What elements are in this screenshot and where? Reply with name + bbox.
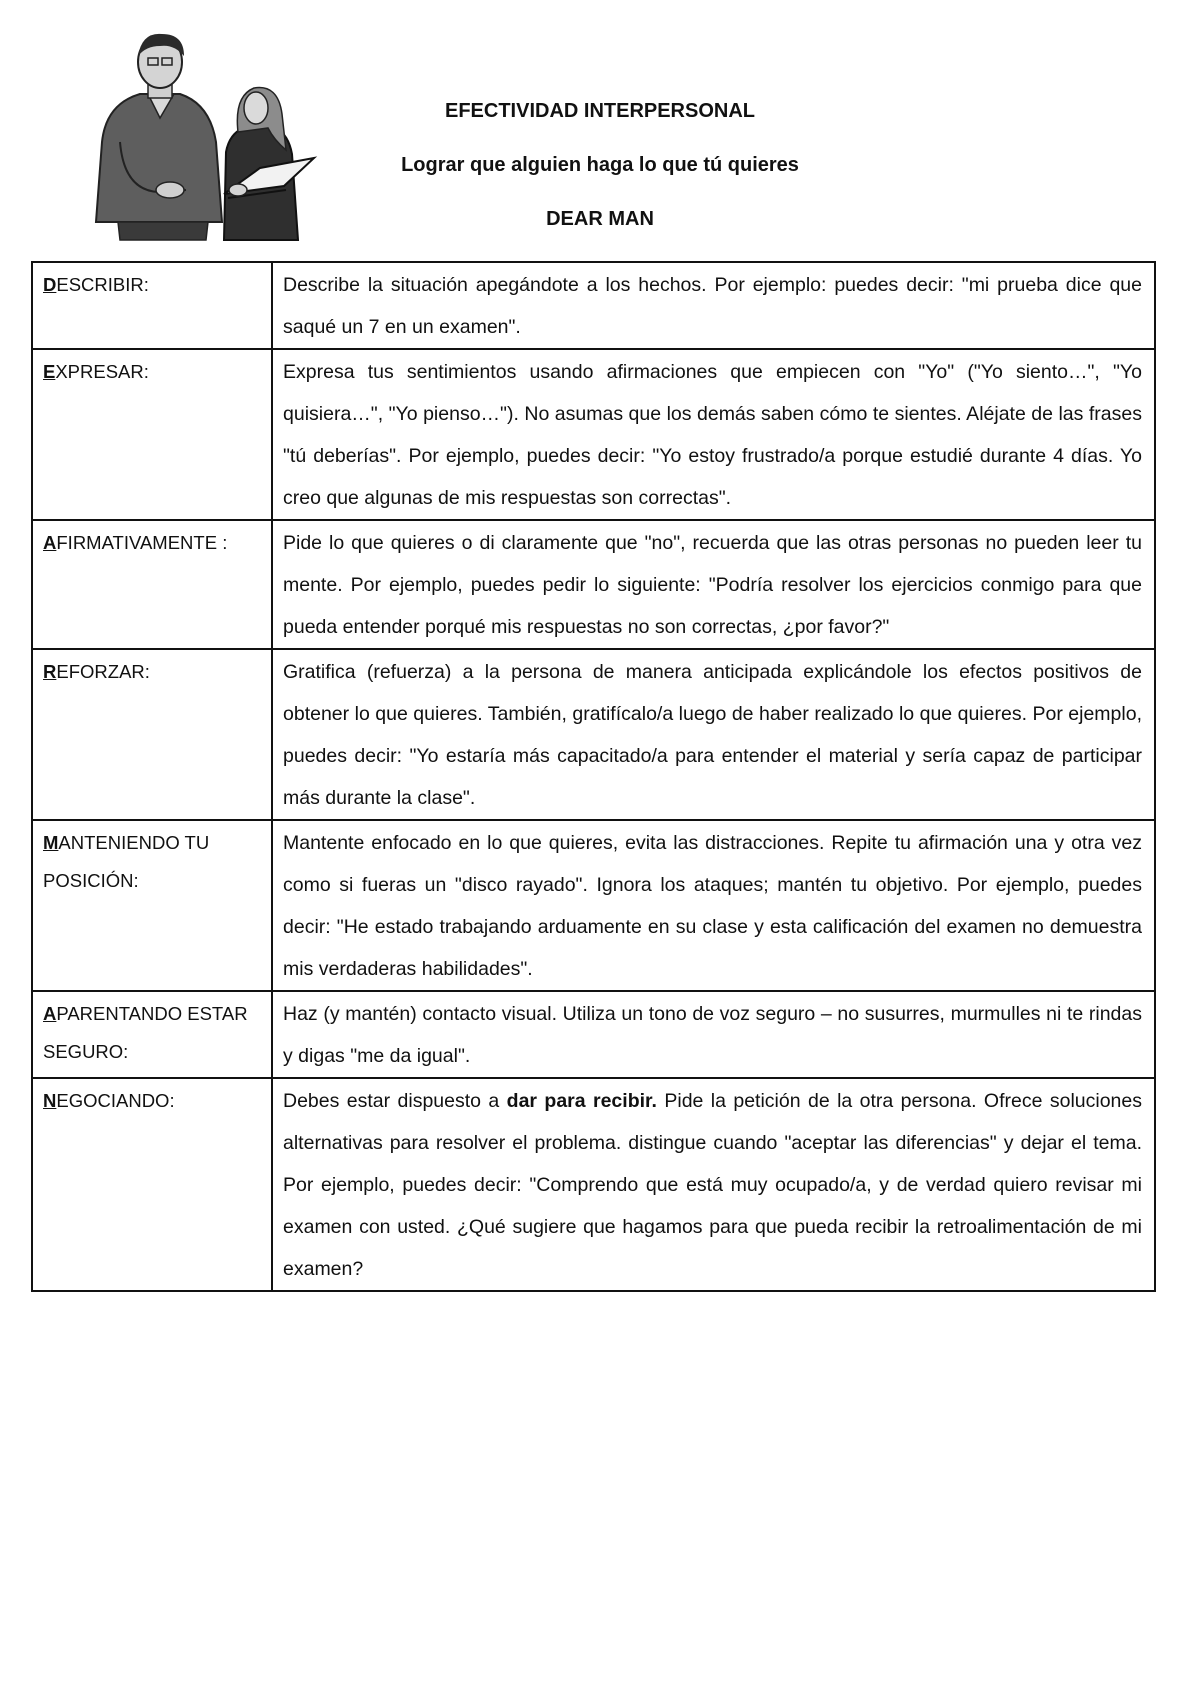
term-cell xyxy=(32,1078,272,1291)
term-rest: FIRMATIVAMENTE : xyxy=(56,532,228,553)
term-initial: M xyxy=(43,832,59,853)
term-rest: XPRESAR: xyxy=(55,361,149,382)
acronym-heading: DEAR MAN xyxy=(546,208,654,230)
page-title: EFECTIVIDAD INTERPERSONAL xyxy=(444,100,756,122)
term-cell xyxy=(32,349,272,520)
table-row xyxy=(32,349,1155,520)
term-cell xyxy=(32,262,272,349)
description-bold-text: dar para recibir. xyxy=(506,1090,657,1112)
term-rest: ANTENIENDO TU POSICIÓN: xyxy=(43,832,210,891)
term-cell xyxy=(32,520,272,649)
description-text: Debes estar dispuesto a xyxy=(283,1090,507,1112)
description-cell xyxy=(272,520,1155,649)
table-row xyxy=(32,649,1155,820)
description-text: Expresa tus sentimientos usando afirmaciones que empiecen con "Yo" ("Yo siento…", "Yo quisiera…", "Yo pienso…"). No asumas que los demás saben cómo te sientes. Aléjate de las frases "tú deberías". Por ejemplo, puedes decir: "Yo estoy frustrado/a porque estudié durante 4 días. Yo creo que algunas de mis respuestas son correctas". xyxy=(283,361,1142,509)
description-cell xyxy=(272,349,1155,520)
dear-man-table xyxy=(31,261,1156,1292)
description-text: Describe la situación apegándote a los hechos. Por ejemplo: puedes decir: "mi prueba dice que saqué un 7 en un examen". xyxy=(283,274,1142,338)
description-text: Gratifica (refuerza) a la persona de manera anticipada explicándole los efectos positivos de obtener lo que quieres. También, gratifícalo/a luego de haber realizado lo que quieres. Por ejemplo, puedes decir: "Yo estaría más capacitado/a para entender el material y sería capaz de participar más durante la clase". xyxy=(283,661,1142,809)
term-cell xyxy=(32,820,272,991)
description-cell xyxy=(272,991,1155,1078)
term-rest: ESCRIBIR: xyxy=(56,274,149,295)
term-initial: E xyxy=(43,361,56,382)
table-row xyxy=(32,1078,1155,1291)
description-cell xyxy=(272,262,1155,349)
term-initial: A xyxy=(43,1003,57,1024)
table-row xyxy=(32,820,1155,991)
description-text: Mantente enfocado en lo que quieres, evita las distracciones. Repite tu afirmación una y otra vez como si fueras un "disco rayado". Ignora los ataques; mantén tu objetivo. Por ejemplo, puedes decir: "He estado trabajando arduamente en su clase y esta calificación del examen no demuestra mis verdaderas habilidades". xyxy=(283,832,1142,980)
man-figure xyxy=(96,34,222,240)
term-initial: R xyxy=(43,661,57,682)
description-cell xyxy=(272,649,1155,820)
two-people-illustration xyxy=(88,22,328,242)
term-rest: PARENTANDO ESTAR SEGURO: xyxy=(43,1003,248,1062)
term-initial: A xyxy=(43,532,57,553)
description-text-continued: Pide la petición de la otra persona. Ofrece soluciones alternativas para resolver el problema. distingue cuando "aceptar las diferencias" y dejar el tema. Por ejemplo, puedes decir: "Comprendo que está muy ocupado/a, y de verdad quiero revisar mi examen con usted. ¿Qué sugiere que hagamos para que pueda recibir la retroalimentación de mi examen? xyxy=(283,1090,1142,1280)
term-cell xyxy=(32,649,272,820)
term-rest: EFORZAR: xyxy=(56,661,150,682)
term-rest: EGOCIANDO: xyxy=(56,1090,175,1111)
table-row xyxy=(32,520,1155,649)
description-cell xyxy=(272,820,1155,991)
term-cell xyxy=(32,991,272,1078)
page-subtitle: Lograr que alguien haga lo que tú quieres xyxy=(401,154,799,176)
woman-figure xyxy=(224,88,314,240)
description-text: Pide lo que quieres o di claramente que "no", recuerda que las otras personas no pueden leer tu mente. Por ejemplo, puedes pedir lo siguiente: "Podría resolver los ejercicios conmigo para que pueda entender porqué mis respuestas no son correctas, ¿por favor?" xyxy=(283,532,1142,638)
description-cell xyxy=(272,1078,1155,1291)
table-row xyxy=(32,991,1155,1078)
term-initial: N xyxy=(43,1090,57,1111)
description-text: Haz (y mantén) contacto visual. Utiliza un tono de voz seguro – no susurres, murmulles ni te rindas y digas "me da igual". xyxy=(283,1003,1142,1067)
table-row xyxy=(32,262,1155,349)
term-initial: D xyxy=(43,274,57,295)
